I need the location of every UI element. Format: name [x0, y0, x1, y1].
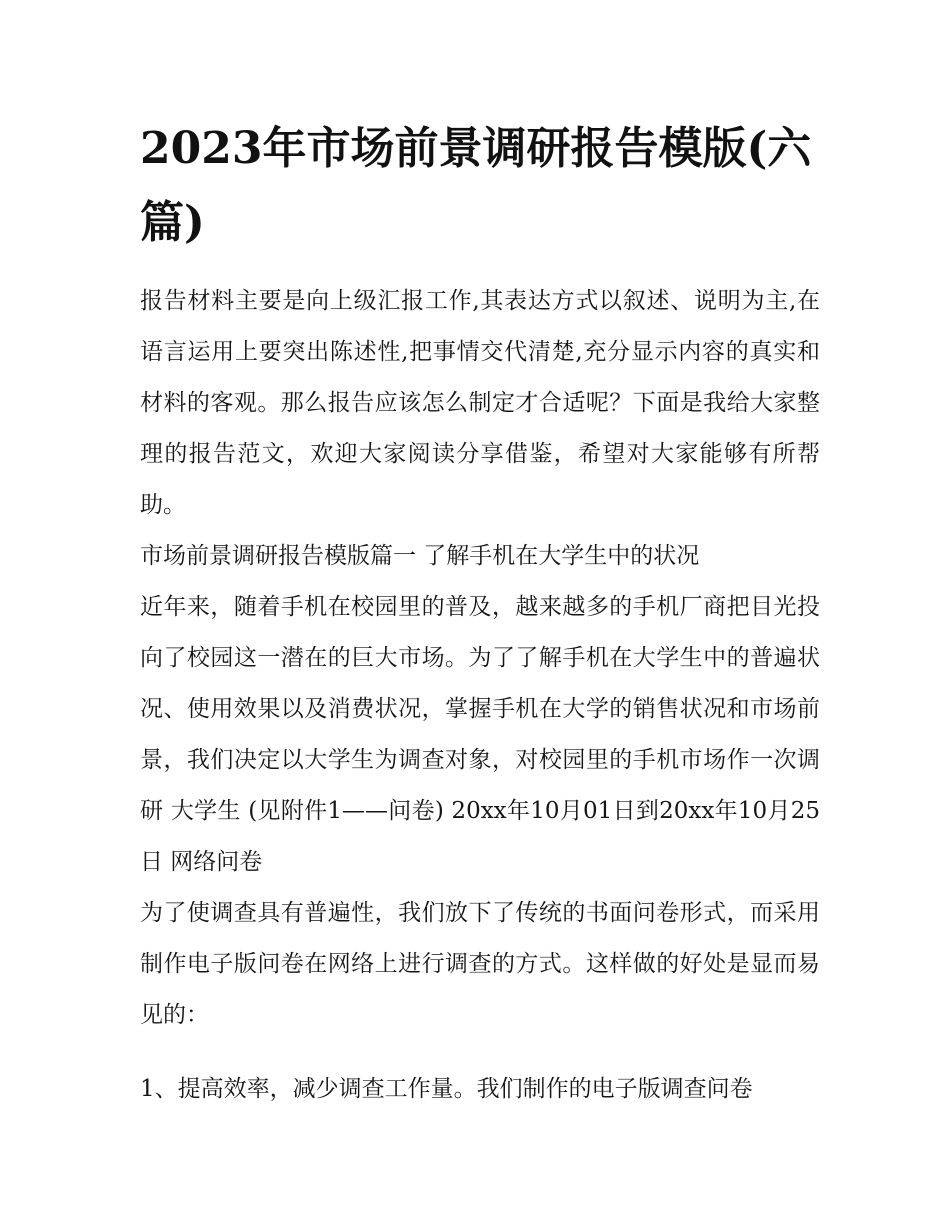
- body-paragraph-2: 为了使调查具有普遍性，我们放下了传统的书面问卷形式，而采用制作电子版问卷在网络上进行调查的方式。这样做的好处是显而易见的：: [140, 900, 820, 1028]
- document-title: 2023年市场前景调研报告模版(六篇): [140, 123, 812, 248]
- document-content: [140, 112, 820, 1138]
- body-paragraph-1: 近年来，随着手机在校园里的普及，越来越多的手机厂商把目光投向了校园这一潜在的巨大市场。为了了解手机在大学生中的普遍状况、使用效果以及消费状况，掌握手机在大学的销售状况和市场前景，我们决定以大学生为调查对象，对校园里的手机市场作一次调研 大学生 (见附件1——问卷) 20xx年10月01日到20xx年10月25日 网络问卷: [140, 594, 820, 875]
- section-heading: 市场前景调研报告模版篇一 了解手机在大学生中的状况: [140, 543, 700, 569]
- list-item-1: 1、提高效率，减少调查工作量。我们制作的电子版调查问卷: [140, 1076, 753, 1102]
- intro-paragraph: 报告材料主要是向上级汇报工作,其表达方式以叙述、说明为主,在语言运用上要突出陈述性,把事情交代清楚,充分显示内容的真实和材料的客观。那么报告应该怎么制定才合适呢？下面是我给大家整理的报告范文，欢迎大家阅读分享借鉴，希望对大家能够有所帮助。: [140, 288, 820, 518]
